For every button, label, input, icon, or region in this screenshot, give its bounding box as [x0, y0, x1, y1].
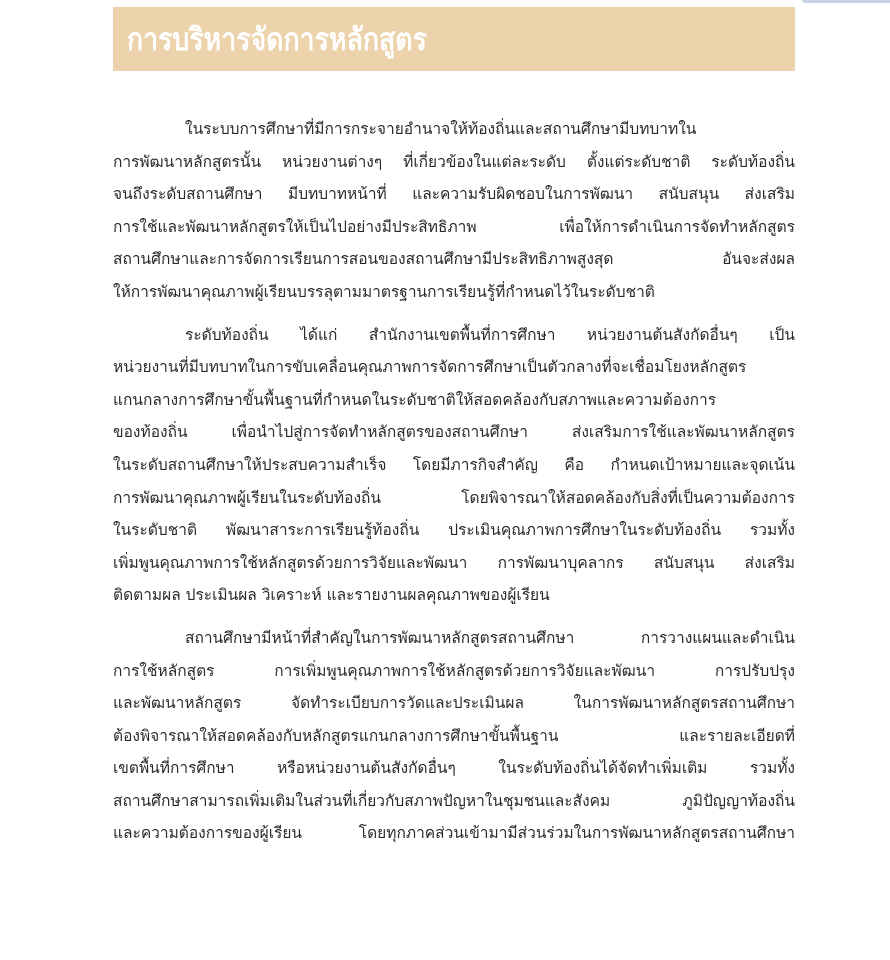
text-line: หน่วยงานที่มีบทบาทในการขับเคลื่อนคุณภาพการจัดการศึกษาเป็นตัวกลางที่จะเชื่อมโยงหลักสูตร: [113, 358, 747, 377]
text-line: สถานศึกษาสามารถเพิ่มเติมในส่วนที่เกี่ยวกับสภาพปัญหาในชุมชนและสังคม ภูมิปัญญาท้องถิ่น: [113, 791, 795, 810]
text-line: ติดตามผล ประเมินผล วิเคราะห์ และรายงานผลคุณภาพของผู้เรียน: [113, 586, 550, 605]
paragraph-1: [113, 113, 795, 309]
text-line: ระดับท้องถิ่น ได้แก่ สำนักงานเขตพื้นที่การศึกษา หน่วยงานต้นสังกัดอื่นๆ เป็น: [185, 325, 795, 344]
document-body: [113, 113, 795, 860]
top-edge-accent: [802, 0, 890, 3]
text-line: เพิ่มพูนคุณภาพการใช้หลักสูตรด้วยการวิจัยและพัฒนา การพัฒนาบุคลากร สนับสนุน ส่งเสริม: [113, 553, 795, 572]
text-line: เขตพื้นที่การศึกษา หรือหน่วยงานต้นสังกัดอื่นๆ ในระดับท้องถิ่นได้จัดทำเพิ่มเติม รวมทั้ง: [113, 759, 795, 778]
text-line: ให้การพัฒนาคุณภาพผู้เรียนบรรลุตามมาตรฐานการเรียนรู้ที่กำหนดไว้ในระดับชาติ: [113, 282, 655, 301]
text-line: ของท้องถิ่น เพื่อนำไปสู่การจัดทำหลักสูตรของสถานศึกษา ส่งเสริมการใช้และพัฒนาหลักสูตร: [113, 423, 795, 442]
title-banner: [113, 7, 795, 71]
text-line: ในระดับสถานศึกษาให้ประสบความสำเร็จ โดยมีภารกิจสำคัญ คือ กำหนดเป้าหมายและจุดเน้น: [113, 455, 795, 474]
paragraph-2: [113, 319, 795, 612]
text-line: ในระดับชาติ พัฒนาสาระการเรียนรู้ท้องถิ่น ประเมินคุณภาพการศึกษาในระดับท้องถิ่น รวมทั้ง: [113, 521, 795, 540]
paragraph-3: [113, 622, 795, 850]
text-line: การใช้หลักสูตร การเพิ่มพูนคุณภาพการใช้หลักสูตรด้วยการวิจัยและพัฒนา การปรับปรุง: [113, 661, 795, 680]
page-title: การบริหารจัดการหลักสูตร: [127, 22, 427, 58]
text-line: และความต้องการของผู้เรียน โดยทุกภาคส่วนเข้ามามีส่วนร่วมในการพัฒนาหลักสูตรสถานศึกษา: [113, 824, 795, 843]
text-line: การพัฒนาหลักสูตรนั้น หน่วยงานต่างๆ ที่เกี่ยวข้องในแต่ละระดับ ตั้งแต่ระดับชาติ ระดับท้องถิ่น: [113, 152, 795, 171]
text-line: สถานศึกษามีหน้าที่สำคัญในการพัฒนาหลักสูตรสถานศึกษา การวางแผนและดำเนิน: [185, 628, 795, 647]
text-line: การใช้และพัฒนาหลักสูตรให้เป็นไปอย่างมีประสิทธิภาพ เพื่อให้การดำเนินการจัดทำหลักสูตร: [113, 217, 795, 236]
text-line: จนถึงระดับสถานศึกษา มีบทบาทหน้าที่ และความรับผิดชอบในการพัฒนา สนับสนุน ส่งเสริม: [113, 185, 795, 204]
text-line: และพัฒนาหลักสูตร จัดทำระเบียบการวัดและประเมินผล ในการพัฒนาหลักสูตรสถานศึกษา: [113, 694, 795, 713]
text-line: ต้องพิจารณาให้สอดคล้องกับหลักสูตรแกนกลางการศึกษาขั้นพื้นฐาน และรายละเอียดที่: [113, 726, 795, 745]
text-line: สถานศึกษาและการจัดการเรียนการสอนของสถานศึกษามีประสิทธิภาพสูงสุด อันจะส่งผล: [113, 250, 795, 269]
text-line: แกนกลางการศึกษาขั้นพื้นฐานที่กำหนดในระดับชาติให้สอดคล้องกับสภาพและความต้องการ: [113, 390, 717, 409]
text-line: การพัฒนาคุณภาพผู้เรียนในระดับท้องถิ่น โดยพิจารณาให้สอดคล้องกับสิ่งที่เป็นความต้องการ: [113, 488, 795, 507]
text-line: ในระบบการศึกษาที่มีการกระจายอำนาจให้ท้องถิ่นและสถานศึกษามีบทบาทใน: [185, 120, 697, 138]
